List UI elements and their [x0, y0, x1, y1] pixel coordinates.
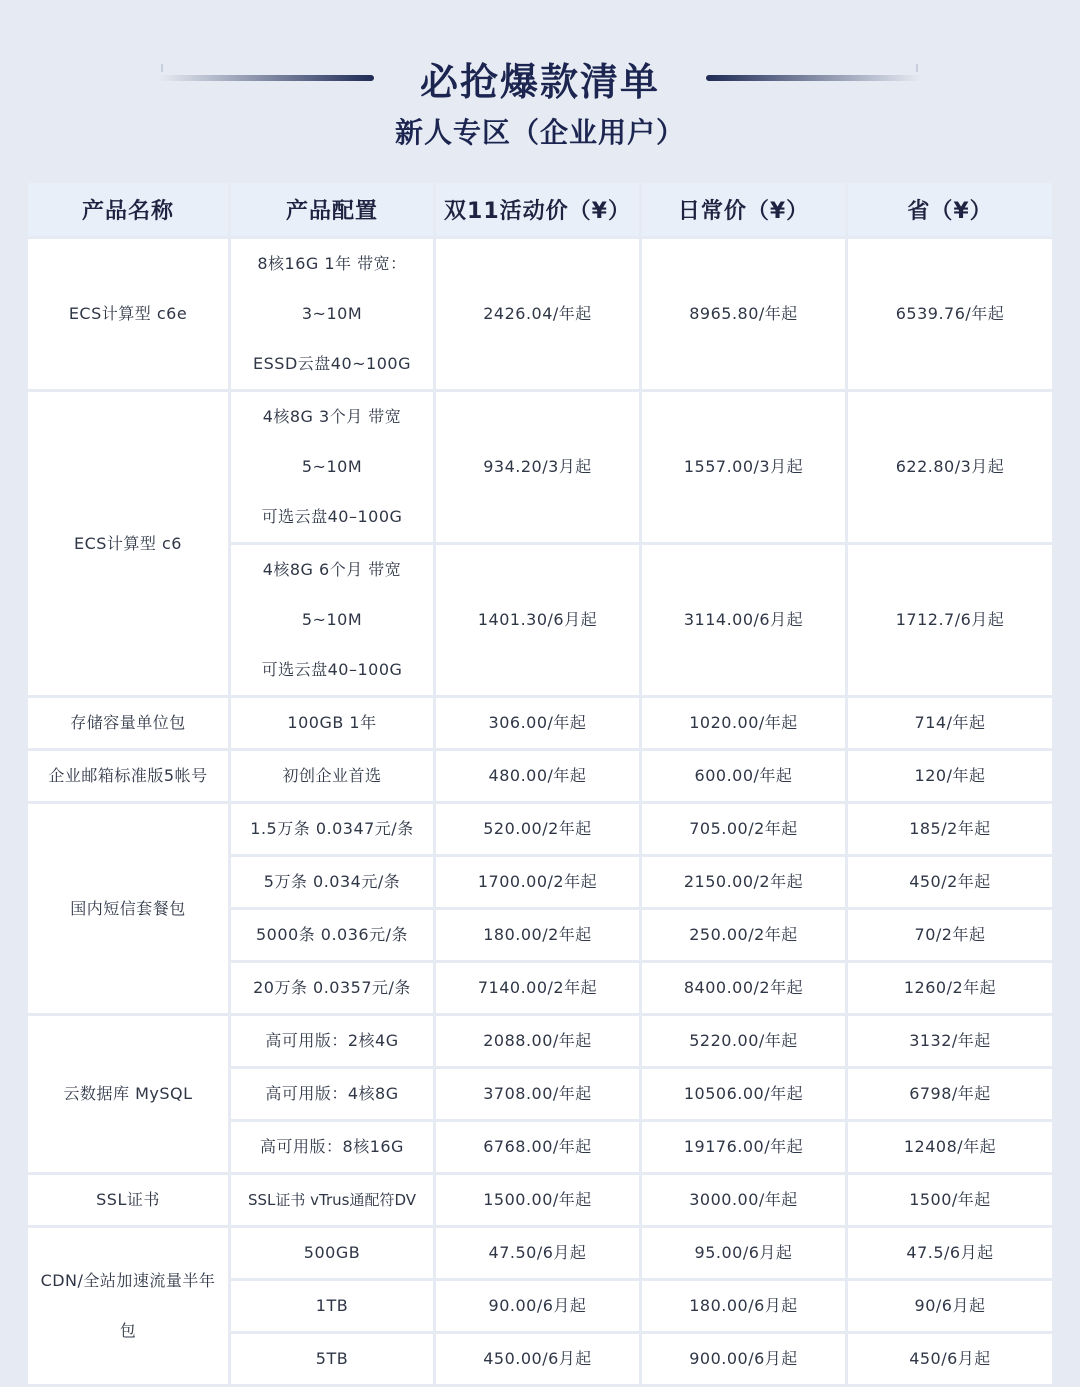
- table-row: [28, 698, 1052, 748]
- product-name-cell: 云数据库 MySQL: [28, 1016, 228, 1172]
- table-row: [28, 1228, 1052, 1278]
- title-row: [0, 48, 1080, 108]
- product-name-cell: 存储容量单位包: [28, 698, 228, 748]
- config-cell: 100GB 1年: [231, 698, 433, 748]
- regular-price-cell: 8400.00/2年起: [642, 963, 845, 1013]
- config-line: 4核8G 6个月 带宽5~10M: [262, 560, 402, 629]
- savings-cell: 90/6月起: [848, 1281, 1052, 1331]
- regular-price-cell: 600.00/年起: [642, 751, 845, 801]
- regular-price-cell: 3114.00/6月起: [642, 545, 845, 695]
- header-product-name: 产品名称: [28, 183, 228, 236]
- promo-price-cell: 47.50/6月起: [436, 1228, 639, 1278]
- savings-cell: 1500/年起: [848, 1175, 1052, 1225]
- config-cell: [231, 392, 433, 542]
- promo-price-cell: 2088.00/年起: [436, 1016, 639, 1066]
- header-product-config: 产品配置: [231, 183, 433, 236]
- savings-cell: 120/年起: [848, 751, 1052, 801]
- page-subtitle: 新人专区（企业用户）: [394, 116, 685, 149]
- regular-price-cell: 250.00/2年起: [642, 910, 845, 960]
- promo-price-cell: 480.00/年起: [436, 751, 639, 801]
- table-row: [28, 1016, 1052, 1066]
- promo-price-cell: 180.00/2年起: [436, 910, 639, 960]
- regular-price-cell: 180.00/6月起: [642, 1281, 845, 1331]
- config-line: 4核8G 3个月 带宽5~10M: [262, 407, 402, 476]
- config-cell: 1TB: [231, 1281, 433, 1331]
- header-regular-price: 日常价（¥）: [642, 183, 845, 236]
- savings-cell: 185/2年起: [848, 804, 1052, 854]
- regular-price-cell: 10506.00/年起: [642, 1069, 845, 1119]
- config-line: 可选云盘40–100G: [261, 660, 403, 679]
- savings-cell: 6798/年起: [848, 1069, 1052, 1119]
- savings-cell: 450/6月起: [848, 1334, 1052, 1384]
- regular-price-cell: 2150.00/2年起: [642, 857, 845, 907]
- promo-price-cell: 1700.00/2年起: [436, 857, 639, 907]
- config-cell: 高可用版：8核16G: [231, 1122, 433, 1172]
- regular-price-cell: 8965.80/年起: [642, 239, 845, 389]
- savings-cell: 622.80/3月起: [848, 392, 1052, 542]
- config-cell: [231, 545, 433, 695]
- regular-price-cell: 95.00/6月起: [642, 1228, 845, 1278]
- table-row: [28, 1175, 1052, 1225]
- promo-price-cell: 306.00/年起: [436, 698, 639, 748]
- regular-price-cell: 900.00/6月起: [642, 1334, 845, 1384]
- promo-price-cell: 520.00/2年起: [436, 804, 639, 854]
- config-cell: 高可用版：2核4G: [231, 1016, 433, 1066]
- promo-price-cell: 2426.04/年起: [436, 239, 639, 389]
- savings-cell: 47.5/6月起: [848, 1228, 1052, 1278]
- regular-price-cell: 705.00/2年起: [642, 804, 845, 854]
- config-cell: SSL证书 vTrus通配符DV: [231, 1175, 433, 1225]
- promo-price-cell: 1401.30/6月起: [436, 545, 639, 695]
- product-name-cell: CDN/全站加速流量半年包: [28, 1228, 228, 1384]
- config-cell: 5TB: [231, 1334, 433, 1384]
- product-name-cell: SSL证书: [28, 1175, 228, 1225]
- page-title: 必抢爆款清单: [419, 59, 660, 104]
- product-name-cell: ECS计算型 c6e: [28, 239, 228, 389]
- config-line: 可选云盘40–100G: [261, 507, 403, 526]
- config-line: ESSD云盘40~100G: [253, 354, 411, 373]
- header-savings: 省（¥）: [848, 183, 1052, 236]
- regular-price-cell: 19176.00/年起: [642, 1122, 845, 1172]
- savings-cell: 714/年起: [848, 698, 1052, 748]
- config-cell: 5万条 0.034元/条: [231, 857, 433, 907]
- table-header-row: [28, 183, 1052, 236]
- config-cell: 5000条 0.036元/条: [231, 910, 433, 960]
- promo-price-cell: 90.00/6月起: [436, 1281, 639, 1331]
- regular-price-cell: 1557.00/3月起: [642, 392, 845, 542]
- product-name-cell: ECS计算型 c6: [28, 392, 228, 695]
- savings-cell: 3132/年起: [848, 1016, 1052, 1066]
- config-cell: 20万条 0.0357元/条: [231, 963, 433, 1013]
- promo-price-cell: 3708.00/年起: [436, 1069, 639, 1119]
- product-name-cell: 企业邮箱标准版5帐号: [28, 751, 228, 801]
- savings-cell: 1260/2年起: [848, 963, 1052, 1013]
- promo-price-cell: 934.20/3月起: [436, 392, 639, 542]
- promo-price-cell: 7140.00/2年起: [436, 963, 639, 1013]
- title-decor-line-left: [159, 75, 374, 81]
- promo-price-cell: 1500.00/年起: [436, 1175, 639, 1225]
- config-cell: 初创企业首选: [231, 751, 433, 801]
- table-row: [28, 804, 1052, 854]
- savings-cell: 450/2年起: [848, 857, 1052, 907]
- promo-price-cell: 6768.00/年起: [436, 1122, 639, 1172]
- regular-price-cell: 5220.00/年起: [642, 1016, 845, 1066]
- table-row: [28, 239, 1052, 389]
- savings-cell: 1712.7/6月起: [848, 545, 1052, 695]
- price-table: [25, 180, 1055, 1387]
- table-row: [28, 392, 1052, 542]
- savings-cell: 70/2年起: [848, 910, 1052, 960]
- config-cell: [231, 239, 433, 389]
- title-decor-line-right: [706, 75, 921, 81]
- regular-price-cell: 1020.00/年起: [642, 698, 845, 748]
- config-line: 8核16G 1年 带宽：3~10M: [257, 254, 407, 323]
- config-cell: 高可用版：4核8G: [231, 1069, 433, 1119]
- savings-cell: 6539.76/年起: [848, 239, 1052, 389]
- regular-price-cell: 3000.00/年起: [642, 1175, 845, 1225]
- promo-price-cell: 450.00/6月起: [436, 1334, 639, 1384]
- savings-cell: 12408/年起: [848, 1122, 1052, 1172]
- config-cell: 1.5万条 0.0347元/条: [231, 804, 433, 854]
- table-row: [28, 751, 1052, 801]
- header-promo-price: 双11活动价（¥）: [436, 183, 639, 236]
- product-name-cell: 国内短信套餐包: [28, 804, 228, 1013]
- config-cell: 500GB: [231, 1228, 433, 1278]
